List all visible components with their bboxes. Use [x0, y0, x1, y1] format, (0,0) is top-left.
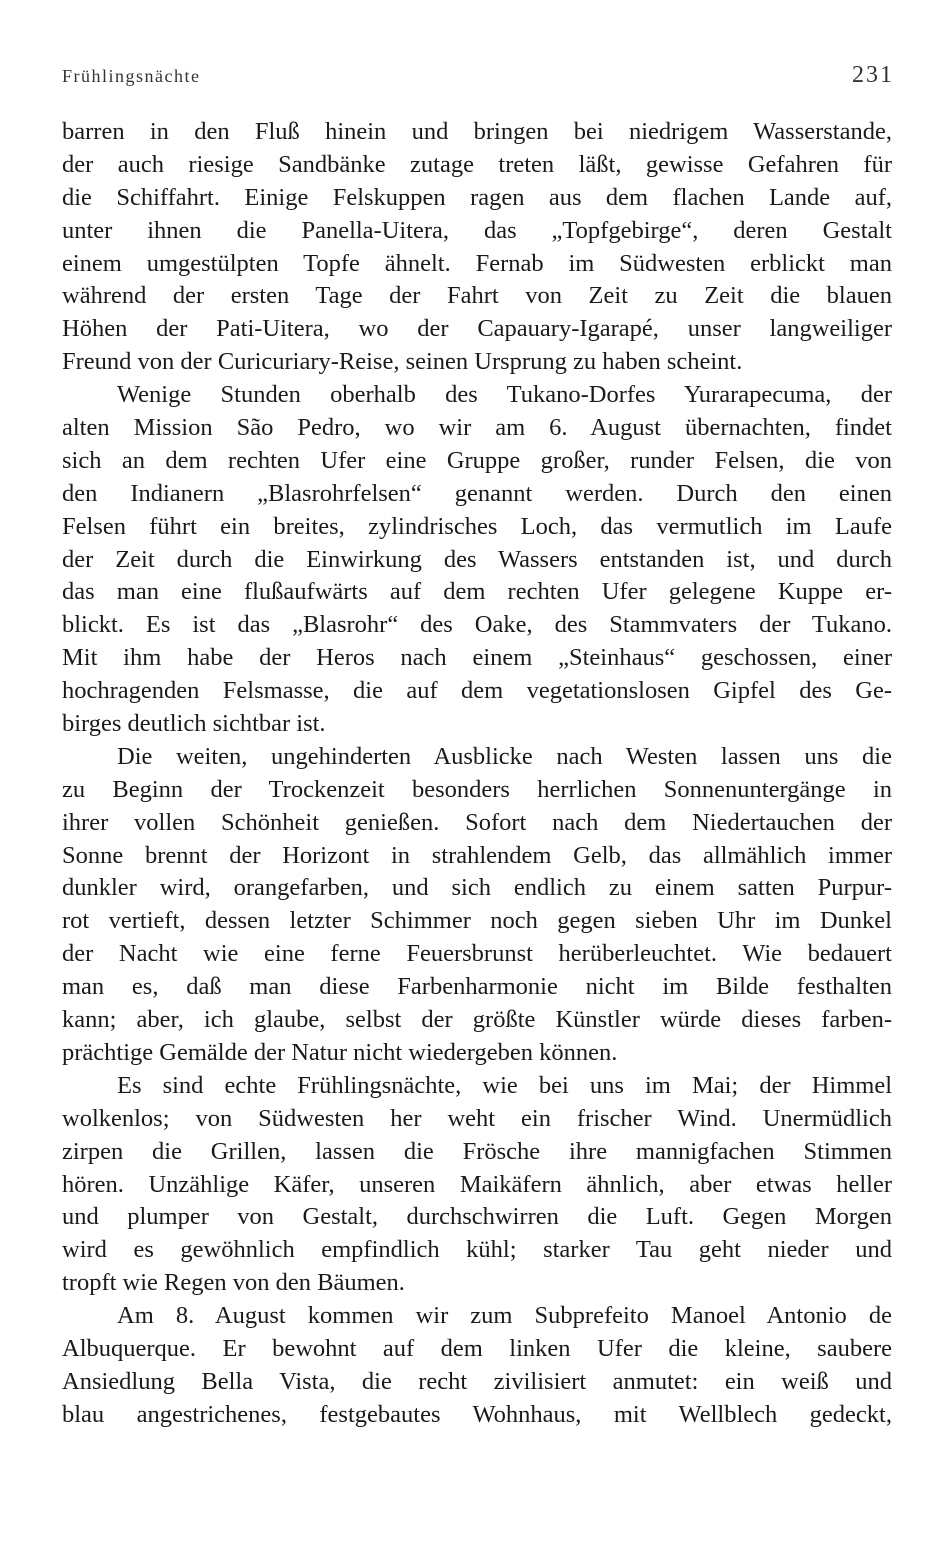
text-line: Am 8. August kommen wir zum Subprefeito Manoel Antonio de	[117, 1302, 892, 1330]
text-line: zu Beginn der Trockenzeit besonders herrlichen Sonnenuntergänge in	[62, 775, 892, 803]
text-line: wolkenlos; von Südwesten her weht ein frischer Wind. Unermüdlich	[62, 1104, 892, 1132]
text-line: Die weiten, ungehinderten Ausblicke nach Westen lassen uns die	[117, 742, 892, 770]
running-head	[62, 62, 892, 102]
text-line: man es, daß man diese Farbenharmonie nicht im Bilde festhalten	[62, 973, 892, 1001]
text-line: hochragenden Felsmasse, die auf dem vegetationslosen Gipfel des Ge-	[62, 677, 892, 705]
text-line: kann; aber, ich glaube, selbst der größte Künstler würde dieses farben-	[62, 1006, 892, 1034]
text-line: ihrer vollen Schönheit genießen. Sofort nach dem Niedertauchen der	[62, 808, 892, 836]
text-line: der auch riesige Sandbänke zutage treten läßt, gewisse Gefahren für	[62, 150, 892, 178]
text-line: dunkler wird, orangefarben, und sich endlich zu einem satten Purpur-	[62, 874, 892, 902]
text-line: wird es gewöhnlich empfindlich kühl; starker Tau geht nieder und	[62, 1236, 892, 1264]
book-page	[62, 62, 892, 1432]
text-line: Freund von der Curicuriary-Reise, seinen Ursprung zu haben scheint.	[62, 348, 743, 376]
text-line: birges deutlich sichtbar ist.	[62, 710, 326, 738]
text-line: hören. Unzählige Käfer, unseren Maikäfern ähnlich, aber etwas heller	[62, 1170, 892, 1198]
text-line: sich an dem rechten Ufer eine Gruppe großer, runder Felsen, die von	[62, 446, 892, 474]
text-line: der Nacht wie eine ferne Feuersbrunst herüberleuchtet. Wie bedauert	[62, 940, 892, 968]
text-line: das man eine flußaufwärts auf dem rechten Ufer gelegene Kuppe er-	[62, 578, 892, 606]
text-line: rot vertieft, dessen letzter Schimmer noch gegen sieben Uhr im Dunkel	[62, 907, 892, 935]
text-line: und plumper von Gestalt, durchschwirren die Luft. Gegen Morgen	[62, 1203, 892, 1231]
text-line: Ansiedlung Bella Vista, die recht zivilisiert anmutet: ein weiß und	[62, 1367, 892, 1395]
text-line: Wenige Stunden oberhalb des Tukano-Dorfes Yurarapecuma, der	[117, 381, 892, 409]
text-line: die Schiffahrt. Einige Felskuppen ragen aus dem flachen Lande auf,	[62, 183, 892, 211]
text-line: Felsen führt ein breites, zylindrisches Loch, das vermutlich im Laufe	[62, 512, 892, 540]
text-line: unter ihnen die Panella-Uitera, das „Topfgebirge“, deren Gestalt	[62, 216, 892, 244]
text-line: Höhen der Pati-Uitera, wo der Capauary-Igarapé, unser langweiliger	[62, 315, 892, 343]
text-line: während der ersten Tage der Fahrt von Zeit zu Zeit die blauen	[62, 282, 892, 310]
text-line: zirpen die Grillen, lassen die Frösche ihre mannigfachen Stimmen	[62, 1137, 892, 1165]
text-line: alten Mission São Pedro, wo wir am 6. August übernachten, findet	[62, 414, 892, 442]
text-line: tropft wie Regen von den Bäumen.	[62, 1269, 405, 1297]
text-line: Sonne brennt der Horizont in strahlendem Gelb, das allmählich immer	[62, 841, 892, 869]
text-line: prächtige Gemälde der Natur nicht wiedergeben können.	[62, 1038, 618, 1066]
text-line: Albuquerque. Er bewohnt auf dem linken Ufer die kleine, saubere	[62, 1334, 892, 1362]
page-number: 231	[852, 62, 894, 88]
text-line: blickt. Es ist das „Blasrohr“ des Oake, des Stammvaters der Tukano.	[62, 611, 892, 639]
body-text	[62, 116, 892, 1432]
text-line: Es sind echte Frühlingsnächte, wie bei uns im Mai; der Himmel	[117, 1071, 892, 1099]
text-line: blau angestrichenes, festgebautes Wohnhaus, mit Wellblech gedeckt,	[62, 1400, 892, 1428]
text-line: barren in den Fluß hinein und bringen bei niedrigem Wasserstande,	[62, 118, 892, 145]
running-title: Frühlingsnächte	[62, 66, 201, 86]
text-line: Mit ihm habe der Heros nach einem „Steinhaus“ geschossen, einer	[62, 644, 892, 672]
text-line: einem umgestülpten Topfe ähnelt. Fernab im Südwesten erblickt man	[62, 249, 892, 277]
text-line: der Zeit durch die Einwirkung des Wassers entstanden ist, und durch	[62, 545, 892, 573]
text-line: den Indianern „Blasrohrfelsen“ genannt werden. Durch den einen	[62, 479, 892, 507]
